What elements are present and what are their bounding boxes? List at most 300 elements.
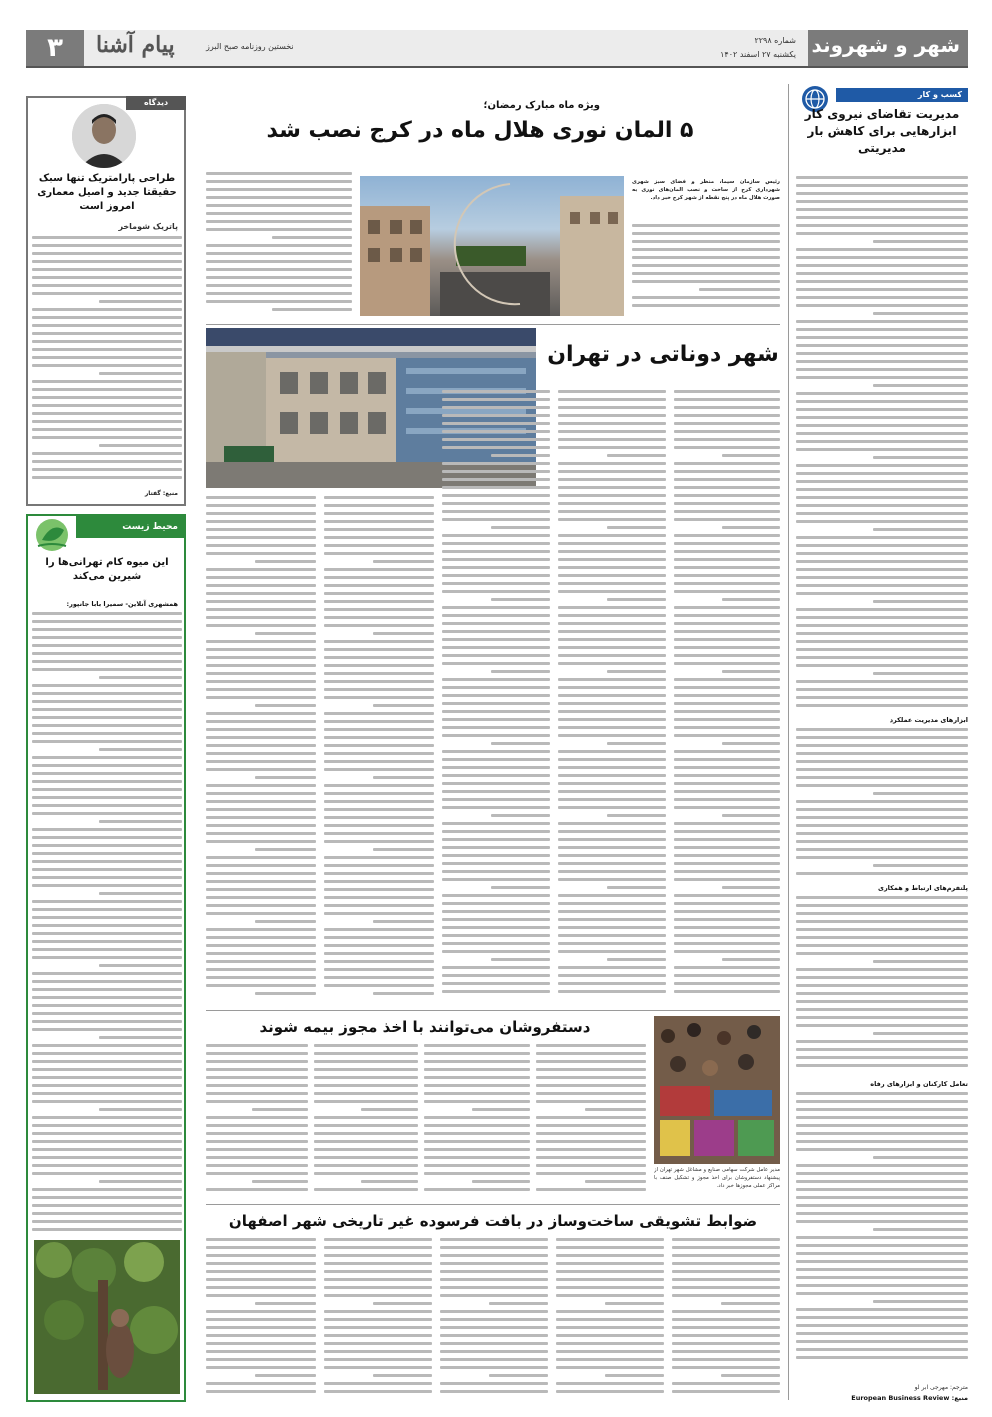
text-line [206,584,316,587]
text-line [672,1318,780,1321]
text-line [674,934,780,937]
text-line [440,1366,548,1369]
text-line [324,968,434,971]
text-line [536,1060,646,1063]
lead-caption: رئیس سازمان سیما، منظر و فضای سبز شهری شهرداری کرج از ساخت و نصب المان‌های نوری به صورت هلال ماه در پنج نقطه از شهر کرج خبر داد. [632,179,780,202]
text-line [32,428,182,431]
text-line [558,574,666,577]
text-line [206,1084,308,1087]
text-line [206,1382,316,1385]
text-line [440,1390,548,1393]
text-line [796,912,968,915]
text-line [206,768,316,771]
opinion-kicker: دیدگاه [126,96,186,110]
text-line [558,758,666,761]
text-line [206,496,316,499]
environment-body [32,612,182,1236]
text-line [324,872,434,875]
leaf-icon [32,518,72,552]
text-line [206,800,316,803]
text-line [674,990,780,993]
text-line [206,968,316,971]
text-line [32,724,182,727]
text-line [206,904,316,907]
text-line [536,1052,646,1055]
page-header [26,30,968,68]
text-line [424,1076,530,1079]
lead-kicker: ویژه ماه مبارک رمضان؛ [483,100,600,111]
text-line [556,1294,664,1297]
lead-body-left [206,172,352,318]
text-line [99,1036,182,1039]
text-line [796,976,968,979]
text-line [442,406,550,409]
text-line [558,630,666,633]
text-line [206,608,316,611]
text-line [32,716,182,719]
text-line [324,712,434,715]
text-line [558,462,666,465]
text-line [558,678,666,681]
newspaper-tagline: نخستین روزنامه صبح البرز [206,42,294,51]
text-line [442,806,550,809]
text-line [32,1164,182,1167]
text-line [361,1108,418,1111]
text-line [796,840,968,843]
text-line [796,696,968,699]
text-line [206,1286,316,1289]
donut-body-5 [206,496,316,1000]
text-line [605,1302,664,1305]
text-line [672,1246,780,1249]
text-line [424,1092,530,1095]
text-line [32,660,182,663]
text-line [32,356,182,359]
text-line [796,592,968,595]
text-line [32,1188,182,1191]
peddlers-crowd-photo [654,1016,780,1164]
text-line [324,1278,432,1281]
text-line [206,180,352,183]
text-line [558,494,666,497]
text-line [324,976,434,979]
text-line [489,1302,548,1305]
text-line [796,616,968,619]
text-line [558,606,666,609]
text-line [206,664,316,667]
text-line [99,1180,182,1183]
text-line [32,364,182,367]
text-line [324,608,434,611]
text-line [796,1244,968,1247]
text-line [206,220,352,223]
text-line [440,1310,548,1313]
text-line [32,396,182,399]
text-line [442,534,550,537]
text-line [442,790,550,793]
text-line [324,888,434,891]
business-body-1 [796,176,968,716]
text-line [206,1172,308,1175]
isfahan-story [206,1208,780,1404]
text-line [796,208,968,211]
text-line [796,552,968,555]
text-line [796,1252,968,1255]
text-line [324,696,434,699]
donut-body-3 [442,390,550,1000]
text-line [424,1164,530,1167]
text-line [324,1350,432,1353]
text-line [442,694,550,697]
text-line [796,856,968,859]
text-line [632,240,780,243]
text-line [206,1366,316,1369]
lead-body-right [632,224,780,318]
text-line [558,446,666,449]
peddlers-headline: دستفروشان می‌توانند با اخذ مجوز بیمه شوند [259,1018,591,1036]
text-line [796,648,968,651]
text-line [442,478,550,481]
text-line [796,512,968,515]
text-line [324,496,434,499]
text-line [873,864,968,867]
text-line [558,838,666,841]
business-body-3 [796,896,968,1078]
text-line [442,566,550,569]
text-line [674,550,780,553]
text-line [324,928,434,931]
text-line [32,956,182,959]
text-line [873,1156,968,1159]
text-line [674,606,780,609]
text-line [796,320,968,323]
text-line [324,1262,432,1265]
text-line [796,1204,968,1207]
text-line [324,520,434,523]
text-line [558,478,666,481]
text-line [796,536,968,539]
text-line [206,188,352,191]
text-line [206,1238,316,1241]
text-line [674,942,780,945]
text-line [796,496,968,499]
text-line [796,1220,968,1223]
author-avatar [72,104,136,168]
text-line [674,846,780,849]
text-line [796,800,968,803]
text-line [558,798,666,801]
text-line [558,558,666,561]
text-line [796,896,968,899]
text-line [442,870,550,873]
text-line [556,1246,664,1249]
text-line [206,960,316,963]
text-line [440,1238,548,1241]
text-line [558,534,666,537]
text-line [796,1116,968,1119]
text-line [674,422,780,425]
text-line [796,824,968,827]
text-line [440,1350,548,1353]
text-line [796,784,968,787]
text-line [314,1188,418,1191]
text-line [558,870,666,873]
text-line [674,478,780,481]
text-line [796,736,968,739]
text-line [32,620,182,623]
text-line [796,280,968,283]
text-line [796,1348,968,1351]
text-line [206,648,316,651]
text-line [796,920,968,923]
text-line [558,406,666,409]
text-line [558,550,666,553]
text-line [674,510,780,513]
text-line [674,582,780,585]
text-line [424,1084,530,1087]
text-line [424,1148,530,1151]
isfahan-body-3 [440,1238,548,1402]
text-line [324,688,434,691]
text-line [674,982,780,985]
text-line [558,974,666,977]
text-line [424,1172,530,1175]
peddlers-body-1 [536,1044,646,1200]
text-line [324,760,434,763]
text-line [32,1132,182,1135]
text-line [32,468,182,471]
text-line [558,862,666,865]
text-line [314,1092,418,1095]
text-line [324,1390,432,1393]
text-line [206,1310,316,1313]
text-line [442,854,550,857]
text-line [796,1108,968,1111]
text-line [373,632,434,635]
text-line [32,292,182,295]
text-line [796,664,968,667]
text-line [491,958,550,961]
text-line [32,1060,182,1063]
text-line [442,590,550,593]
issue-date: یکشنبه ۲۷ اسفند ۱۴۰۲ [720,50,796,59]
text-line [32,868,182,871]
text-line [442,910,550,913]
opinion-headline: طراحی پارامتریک تنها سبک حقیقتا جدید و اصیل معماری امروز است [37,173,177,212]
text-line [255,920,316,923]
text-line [536,1140,646,1143]
text-line [442,518,550,521]
text-line [32,1212,182,1215]
text-line [674,470,780,473]
text-line [324,576,434,579]
text-line [99,892,182,895]
text-line [206,1390,316,1393]
text-line [491,886,550,889]
text-line [674,878,780,881]
environment-box [26,514,186,1402]
text-line [558,694,666,697]
opinion-author: پاتریک شوماخر [118,222,178,231]
text-line [32,276,182,279]
environment-byline: همشهری آنلاین- سمیرا بابا جانپور: [66,600,178,608]
text-line [32,452,182,455]
text-line [255,1302,316,1305]
text-line [558,918,666,921]
text-line [442,702,550,705]
text-line [672,1278,780,1281]
text-line [796,1124,968,1127]
text-line [442,758,550,761]
peddlers-body-2 [424,1044,530,1200]
text-line [536,1116,646,1119]
text-line [32,844,182,847]
text-line [206,172,352,175]
text-line [99,820,182,823]
text-line [32,1004,182,1007]
text-line [206,252,352,255]
text-line [442,982,550,985]
text-line [99,748,182,751]
text-line [32,1228,182,1231]
text-line [632,280,780,283]
text-line [796,344,968,347]
donut-body-2 [558,390,666,1000]
text-line [558,654,666,657]
text-line [442,718,550,721]
text-line [32,948,182,951]
text-line [796,288,968,291]
text-line [32,684,182,687]
text-line [206,504,316,507]
text-line [674,398,780,401]
text-line [442,678,550,681]
text-line [442,966,550,969]
text-line [558,422,666,425]
text-line [324,1358,432,1361]
text-line [558,894,666,897]
text-line [324,808,434,811]
text-line [674,462,780,465]
text-line [796,1188,968,1191]
text-line [440,1318,548,1321]
text-line [558,646,666,649]
text-line [796,1100,968,1103]
business-column [796,84,968,1400]
text-line [796,520,968,523]
text-line [556,1382,664,1385]
text-line [314,1164,418,1167]
text-line [674,614,780,617]
text-line [206,720,316,723]
text-line [99,964,182,967]
business-translator: مترجم: مهرجی ابر لو [914,1384,968,1391]
text-line [324,656,434,659]
text-line [672,1286,780,1289]
text-line [314,1132,418,1135]
text-line [206,544,316,547]
text-line [324,1310,432,1313]
text-line [324,592,434,595]
text-line [796,464,968,467]
text-line [206,1270,316,1273]
text-line [206,672,316,675]
text-line [796,376,968,379]
text-line [558,910,666,913]
text-line [796,264,968,267]
text-line [206,212,352,215]
text-line [206,260,352,263]
text-line [489,1374,548,1377]
text-line [324,536,434,539]
text-line [324,832,434,835]
lead-divider [206,324,780,325]
text-line [440,1342,548,1345]
text-line [607,598,666,601]
text-line [99,1108,182,1111]
text-line [324,936,434,939]
text-line [32,420,182,423]
text-line [674,902,780,905]
text-line [796,440,968,443]
text-line [32,804,182,807]
text-line [796,984,968,987]
text-line [442,470,550,473]
business-headline: مدیریت تقاضای نیروی کار ابزارهایی برای کاهش بار مدیریتی [804,107,960,155]
text-line [206,896,316,899]
text-line [255,632,316,635]
text-line [674,390,780,393]
text-line [632,304,780,307]
text-line [32,1100,182,1103]
text-line [558,830,666,833]
text-line [32,980,182,983]
text-line [206,1254,316,1257]
text-line [206,784,316,787]
text-line [558,782,666,785]
text-line [536,1092,646,1095]
text-line [873,792,968,795]
text-line [796,360,968,363]
text-line [873,456,968,459]
text-line [424,1068,530,1071]
text-line [873,1300,968,1303]
text-line [314,1140,418,1143]
text-line [206,276,352,279]
text-line [674,734,780,737]
text-line [674,750,780,753]
text-line [324,624,434,627]
text-line [324,616,434,619]
text-line [796,640,968,643]
text-line [324,1382,432,1385]
text-line [632,296,780,299]
text-line [796,1324,968,1327]
text-line [796,952,968,955]
text-line [672,1294,780,1297]
text-line [32,260,182,263]
text-line [796,472,968,475]
text-line [796,248,968,251]
text-line [324,984,434,987]
business-source: منبع: European Business Review [851,1394,968,1402]
text-line [796,1268,968,1271]
text-line [796,1292,968,1295]
text-line [796,1016,968,1019]
text-line [796,200,968,203]
text-line [558,790,666,793]
text-line [796,192,968,195]
